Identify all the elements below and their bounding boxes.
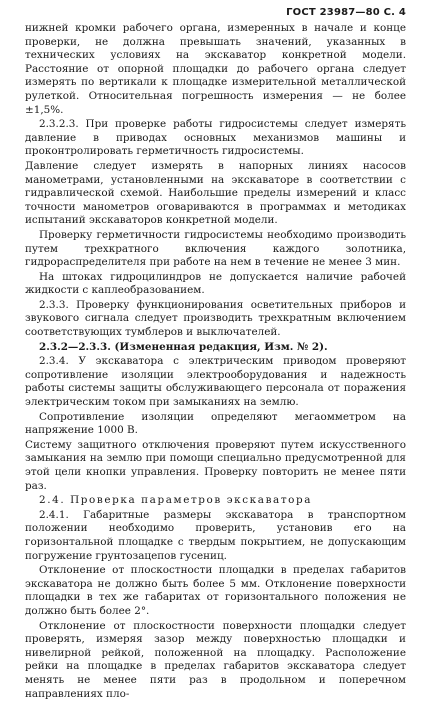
- document-body: [25, 22, 406, 701]
- page-header: ГОСТ 23987—80 С. 4: [286, 7, 406, 18]
- paragraph: 2.3.4. У экскаватора с электрическим приводом проверяют сопротивление изоляции электрооборудования и надежность работы системы защиты обслуживающего персонала от поражения электрическим током при замыканиях на землю.: [25, 355, 406, 409]
- paragraph: 2.3.2.3. При проверке работы гидросистемы следует измерять давление в приводах основных механизмов машины и проконтролировать герметичность гидросистемы.: [25, 118, 406, 158]
- paragraph: Отклонение от плоскостности площадки в пределах габаритов экскаватора не должно быть более 5 мм. Отклонение поверхности площадки в тех же габаритах от горизонтального положения не должно быть более 2°.: [25, 564, 406, 617]
- paragraph: 2.4. Проверка параметров экскаватора: [39, 494, 313, 507]
- paragraph: нижней кромки рабочего органа, измеренных в начале и конце проверки, не должна превышать значений, указанных в технических условиях на экскаватор конкретной модели. Расстояние от опорной площадки до рабочего органа следует измерять по вертикали к площадке измерительной металлической рулеткой. Относительная погрешность измерения — не более ±1,5%.: [25, 22, 406, 116]
- paragraph: 2.3.2—2.3.3. (Измененная редакция, Изм. № 2).: [39, 340, 328, 353]
- paragraph: Систему защитного отключения проверяют путем искусственного замыкания на землю при помощи специально предусмотренной для этой цели кнопки управления. Проверку повторить не менее пяти раз.: [25, 438, 406, 492]
- paragraph: Отклонение от плоскостности поверхности площадки следует проверять, измеряя зазор между поверхностью площадки и нивелирной рейкой, положенной на площадку. Расположение рейки на площадке в пределах габаритов экскаватора следует менять не менее пяти раз в продольном и поперечном направлениях пло-: [25, 619, 406, 700]
- paragraph: Сопротивление изоляции определяют мегаомметром на напряжение 1000 В.: [25, 410, 406, 437]
- paragraph: 2.3.3. Проверку функционирования осветительных приборов и звукового сигнала следует производить трехкратным включением соответствующих тумблеров и выключателей.: [25, 298, 406, 339]
- paragraph: На штоках гидроцилиндров не допускается наличие рабочей жидкости с каплеобразованием.: [25, 270, 406, 297]
- paragraph: 2.4.1. Габаритные размеры экскаватора в транспортном положении необходимо проверить, установив его на горизонтальной площадке с твердым покрытием, не допускающим погружение грунтозацепов гусениц.: [25, 508, 406, 562]
- paragraph: Проверку герметичности гидросистемы необходимо производить путем трехкратного включения каждого золотника, гидрораспределителя при работе на нем в течение не менее 3 мин.: [25, 228, 406, 269]
- paragraph: Давление следует измерять в напорных линиях насосов манометрами, установленными на экскаваторе в соответствии с гидравлической схемой. Наибольшие пределы измерений и класс точности манометров оговариваются в программах и методиках испытаний экскаваторов конкретной модели.: [25, 159, 406, 227]
